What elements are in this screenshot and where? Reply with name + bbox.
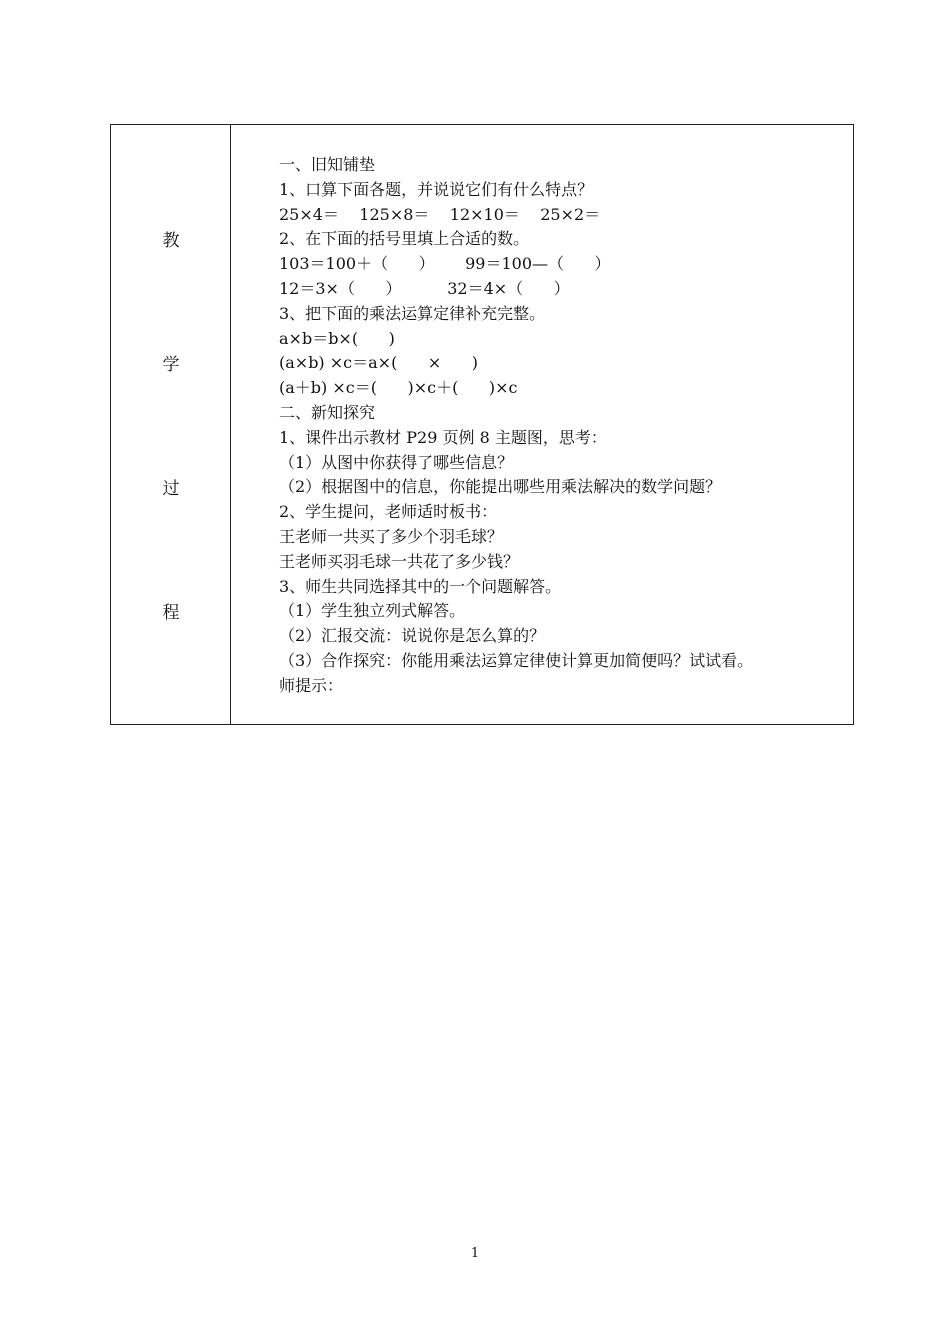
text-line: 二、新知探究 [279,402,376,422]
content-cell [279,153,859,699]
text-line: （2）汇报交流：说说你是怎么算的？ [279,626,546,646]
text-line: a×b＝b×( ) [279,328,395,348]
text-line: 2、学生提问，老师适时板书： [279,502,498,522]
text-line: (a×b) ×c＝a×( × ) [279,353,478,373]
text-line: 12＝3×（ ） 32＝4×（ ） [279,278,570,298]
page-number: 1 [470,1246,480,1261]
label-char: 过 [162,479,180,499]
label-char: 教 [162,231,180,251]
text-line: 1、口算下面各题，并说说它们有什么特点？ [279,179,594,199]
label-char: 学 [162,355,180,375]
text-line: (a＋b) ×c＝( )×c＋( )×c [279,378,518,398]
text-line: 王老师买羽毛球一共花了多少钱？ [279,551,520,571]
label-char: 程 [162,603,180,623]
lesson-table [110,124,854,725]
text-line: 师提示： [279,675,344,695]
text-line: 3、师生共同选择其中的一个问题解答。 [279,576,562,596]
text-line: 王老师一共买了多少个羽毛球？ [279,526,504,546]
text-line: 103＝100＋（ ） 99＝100—（ ） [279,254,611,274]
text-line: 2、在下面的括号里填上合适的数。 [279,229,530,249]
label-column [111,125,231,724]
text-line: （3）合作探究：你能用乘法运算定律使计算更加简便吗？试试看。 [279,650,754,670]
text-line: 一、旧知铺垫 [279,155,376,174]
text-line: （2）根据图中的信息，你能提出哪些用乘法解决的数学问题？ [279,477,722,497]
text-line: （1）从图中你获得了哪些信息？ [279,452,514,472]
text-line: 1、课件出示教材 P29 页例 8 主题图，思考： [279,427,607,447]
text-line: （1）学生独立列式解答。 [279,601,466,621]
text-line: 3、把下面的乘法运算定律补充完整。 [279,303,546,323]
text-line: 25×4＝ 125×8＝ 12×10＝ 25×2＝ [279,204,601,224]
